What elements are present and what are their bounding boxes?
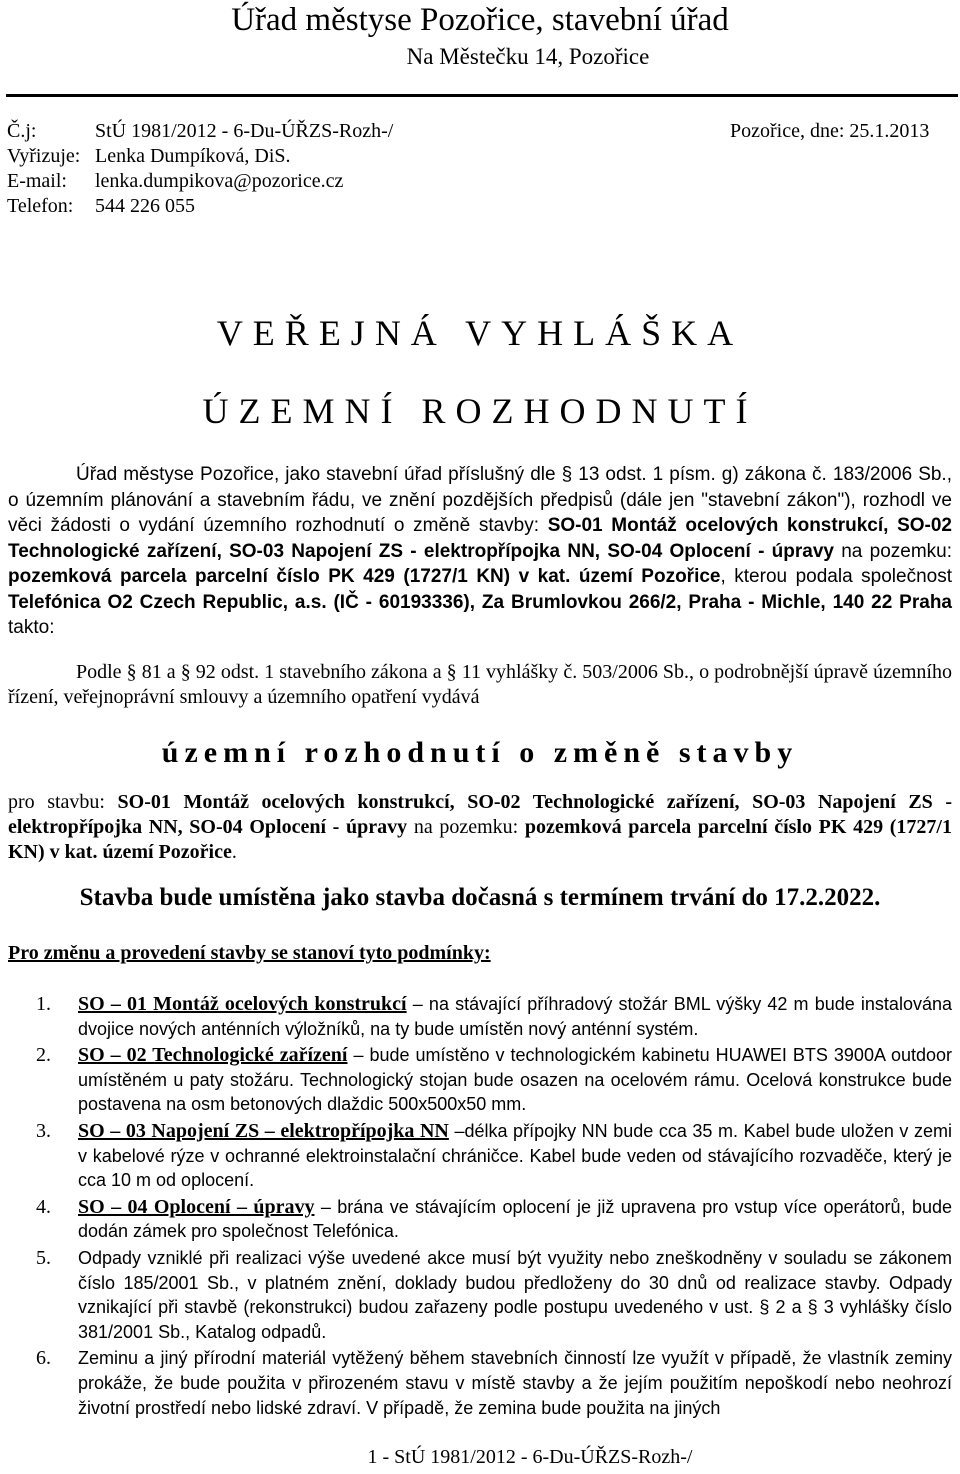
email-label: E-mail: [7, 170, 67, 192]
temporary-construction-note: Stavba bude umístěna jako stavba dočasná s termínem trvání do 17.2.2022. [79, 884, 881, 911]
condition-number: 3. [36, 1119, 51, 1142]
handler-row [7, 145, 291, 168]
reference-number: StÚ 1981/2012 - 6-Du-ÚŘZS-Rozh-/ [95, 120, 394, 142]
intro-text-2: na pozemku: [833, 540, 952, 562]
conditions-list [8, 992, 952, 1422]
office-address: Na Městečku 14, Pozořice [406, 44, 650, 69]
page-footer: 1 - StÚ 1981/2012 - 6-Du-ÚŘZS-Rozh-/ [367, 1446, 693, 1468]
phone-label: Telefon: [7, 195, 74, 217]
office-name: Úřad městyse Pozořice, stavební úřad [231, 2, 729, 38]
condition-number: 1. [36, 993, 51, 1015]
condition-text: Zeminu a jiný přírodní materiál vytěžený během stavebních činností lze využít v případě, že vlastník zeminy prokáže, že bude použita v přirozeném stavu v místě stavby a že jejím použitím nepoškodí nebo neohrozí životní prostředí nebo lidské zdraví. V případě, že zemina bude použita na jiných [78, 1348, 952, 1418]
construction-text-3: . [231, 841, 237, 863]
condition-number: 4. [36, 1195, 51, 1218]
email-row [7, 170, 343, 193]
list-item [8, 1119, 952, 1193]
condition-title: SO – 01 Montáž ocelových konstrukcí [78, 993, 407, 1015]
intro-text-3: , kterou podala společnost [720, 566, 952, 587]
list-item [8, 992, 952, 1041]
intro-parcel: pozemková parcela parcelní číslo PK 429 (1727/1 KN) v kat. území Pozořice [8, 566, 721, 587]
reference-number-row [7, 120, 393, 143]
decision-heading: územní rozhodnutí o změně stavby [161, 736, 799, 769]
intro-structures: SO-01 Montáž ocelových konstrukcí, SO-02 Technologické zařízení, SO-03 Napojení ZS - elektropřípojka NN, SO-04 Oplocení - úpravy [8, 515, 952, 562]
header-divider [6, 94, 958, 97]
handler-name: Lenka Dumpíková, DiS. [95, 145, 291, 167]
construction-parcel: pozemková parcela parcelní číslo PK 429 (1727/1 KN) v kat. území Pozořice [8, 816, 952, 863]
intro-applicant: Telefónica O2 Czech Republic, a.s. (IČ - 60193336), Za Brumlovkou 266/2, Praha - Michle, 140 22 Praha [8, 591, 952, 613]
list-item [8, 1346, 952, 1420]
condition-title: SO – 04 Oplocení – úpravy [78, 1195, 315, 1218]
public-notice-title: VEŘEJNÁ VYHLÁŠKA [216, 313, 744, 353]
condition-title: SO – 02 Technologické zařízení [78, 1044, 348, 1067]
construction-structures: SO-01 Montáž ocelových konstrukcí, SO-02 Technologické zařízení, SO-03 Napojení ZS - elektropřípojka NN, SO-04 Oplocení - úpravy [8, 791, 952, 838]
list-item [8, 1195, 952, 1244]
condition-number: 6. [36, 1347, 51, 1370]
conditions-heading: Pro změnu a provedení stavby se stanoví tyto podmínky: [8, 942, 491, 964]
condition-text: – bude umístěno v technologickém kabinetu HUAWEI BTS 3900A outdoor umístěném u paty stožáru. Technologický stojan bude osazen na ocelovém rámu. Ocelová konstrukce bude postavena na osm betonových dlaždic 500x500x50 mm. [78, 1045, 953, 1115]
construction-text-2: na pozemku: [407, 816, 525, 838]
condition-text: – brána ve stávajícím oplocení je již upravena pro vstup více operátorů, bude dodán zámek pro společnost Telefónica. [78, 1196, 952, 1242]
document-date: Pozořice, dne: 25.1.2013 [730, 120, 930, 142]
phone-row [7, 195, 195, 218]
condition-text: Odpady vzniklé při realizaci výše uvedené akce musí být využity nebo zneškodněny v souladu se zákonem číslo 185/2001 Sb., v platném znění, doklady budou předloženy do 30 dnů od realizace stavby. Odpady vznikající při stavbě (rekonstrukci) budou zařazeny podle postupu uvedeného v ust. § 2 a § 3 vyhlášky číslo 381/2001 Sb., Katalog odpadů. [78, 1247, 952, 1342]
intro-text-4: takto: [8, 617, 55, 638]
handler-label: Vyřizuje: [7, 145, 81, 167]
intro-text-1: Úřad městyse Pozořice, jako stavební úřad příslušný dle § 13 odst. 1 písm. g) zákona č. 183/2006 Sb., o územním plánování a stavebním řádu, ve znění pozdějších předpisů (dále jen "stavební zákon"), rozhodl ve věci žádosti o vydání územního rozhodnutí o změně stavby: [8, 464, 952, 536]
zoning-decision-title: ÚZEMNÍ ROZHODNUTÍ [202, 391, 758, 431]
condition-number: 5. [36, 1246, 51, 1269]
intro-paragraph [8, 462, 952, 641]
list-item [8, 1246, 952, 1344]
reference-number-label: Č.j: [7, 120, 37, 142]
condition-text: – na stávající příhradový stožár BML výšky 42 m bude instalována dvojice nových anténních výložníků, na ty bude umístěn nový anténní systém. [78, 994, 952, 1039]
condition-number: 2. [36, 1044, 51, 1067]
construction-paragraph [8, 790, 952, 865]
legal-basis-paragraph: Podle § 81 a § 92 odst. 1 stavebního zákona a § 11 vyhlášky č. 503/2006 Sb., o podrobnější úpravě územního řízení, veřejnoprávní smlouvy a územního opatření vydává [8, 661, 952, 708]
construction-text-1: pro stavbu: [8, 791, 118, 813]
phone-number: 544 226 055 [95, 195, 195, 217]
condition-title: SO – 03 Napojení ZS – elektropřípojka NN [78, 1119, 449, 1142]
list-item [8, 1043, 952, 1117]
condition-text: –délka přípojky NN bude cca 35 m. Kabel bude uložen v zemi v kabelové rýze v ochranné elektroinstalační chráničce. Kabel bude veden od stávajícího rozvaděče, který je cca 10 m od oplocení. [78, 1120, 952, 1191]
email-address: lenka.dumpikova@pozorice.cz [95, 170, 344, 192]
